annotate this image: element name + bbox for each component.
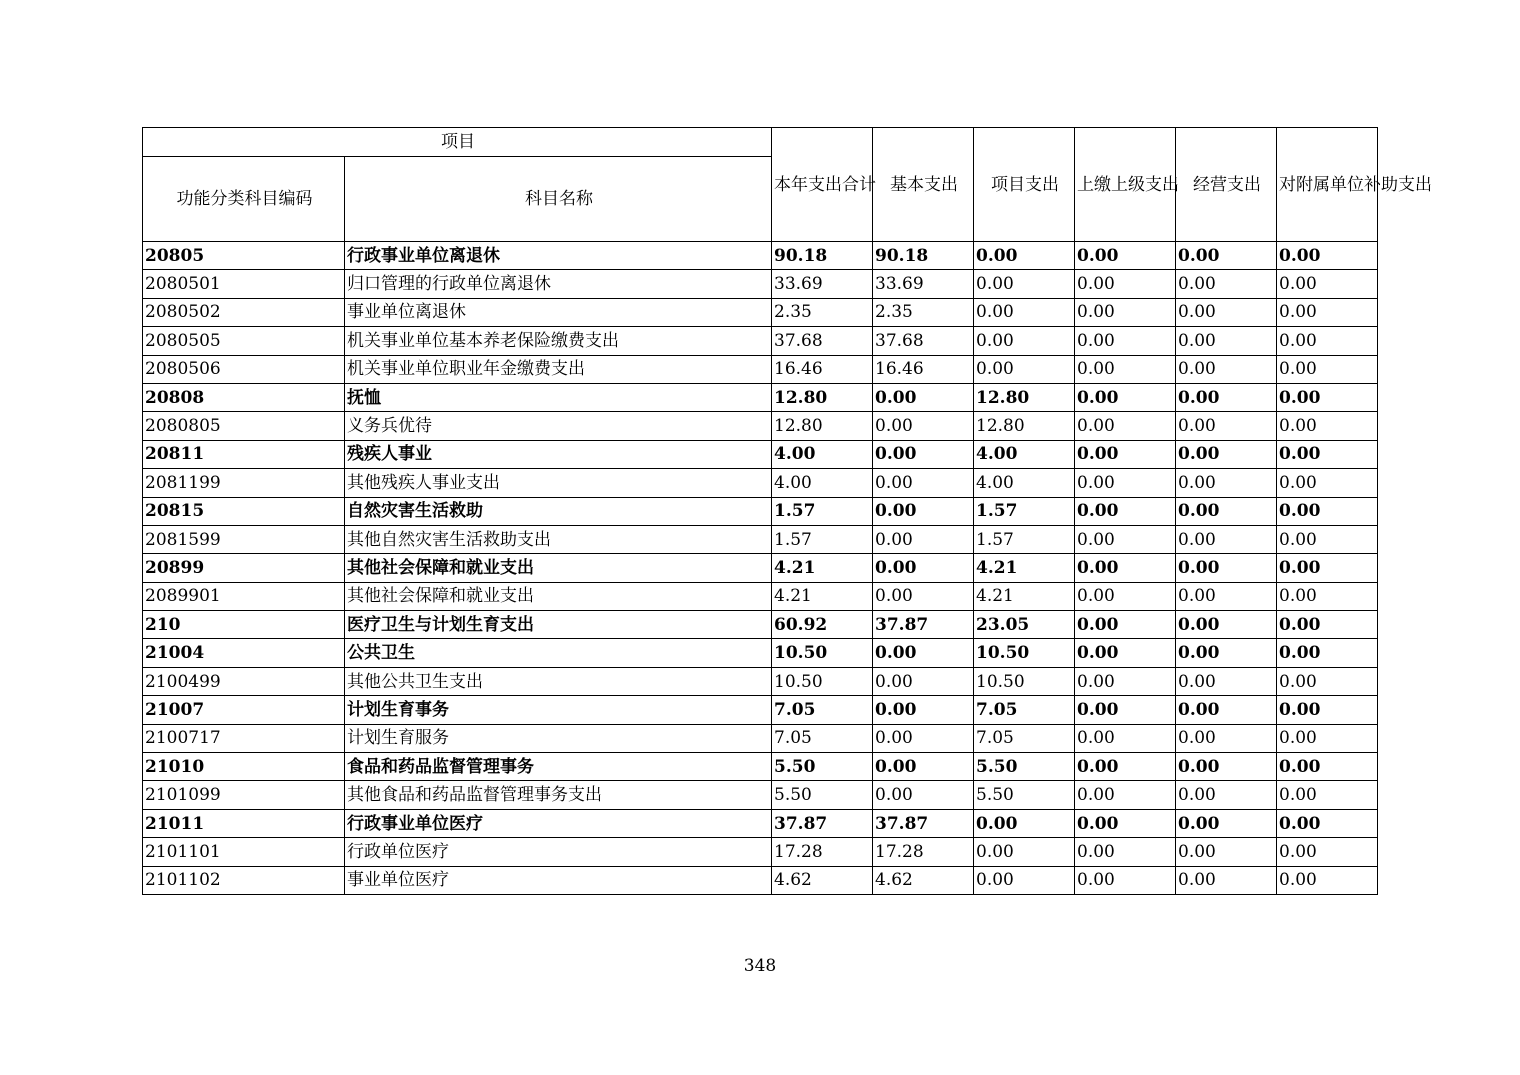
cell-subsidy: 0.00	[1277, 242, 1378, 270]
header-name: 科目名称	[345, 157, 772, 242]
cell-subsidy: 0.00	[1277, 611, 1378, 639]
cell-business: 0.00	[1176, 611, 1277, 639]
cell-basic: 37.87	[873, 611, 974, 639]
cell-business: 0.00	[1176, 582, 1277, 610]
table-row	[143, 497, 1378, 525]
table-row	[143, 440, 1378, 468]
cell-item: 0.00	[974, 327, 1075, 355]
cell-item: 4.21	[974, 554, 1075, 582]
page-number: 348	[743, 956, 777, 976]
cell-subsidy: 0.00	[1277, 667, 1378, 695]
table-row	[143, 242, 1378, 270]
cell-business: 0.00	[1176, 242, 1277, 270]
cell-upper: 0.00	[1075, 525, 1176, 553]
cell-name: 公共卫生	[345, 639, 772, 667]
cell-name: 计划生育服务	[345, 724, 772, 752]
table-row	[143, 724, 1378, 752]
cell-business: 0.00	[1176, 355, 1277, 383]
cell-upper: 0.00	[1075, 582, 1176, 610]
header-code: 功能分类科目编码	[143, 157, 345, 242]
cell-name: 归口管理的行政单位离退休	[345, 270, 772, 298]
cell-item: 1.57	[974, 497, 1075, 525]
table-row	[143, 582, 1378, 610]
cell-total: 4.21	[772, 554, 873, 582]
cell-name: 其他自然灾害生活救助支出	[345, 525, 772, 553]
cell-code: 2081199	[143, 469, 345, 497]
cell-upper: 0.00	[1075, 696, 1176, 724]
cell-code: 20805	[143, 242, 345, 270]
cell-upper: 0.00	[1075, 327, 1176, 355]
cell-subsidy: 0.00	[1277, 582, 1378, 610]
cell-subsidy: 0.00	[1277, 554, 1378, 582]
cell-subsidy: 0.00	[1277, 355, 1378, 383]
cell-item: 0.00	[974, 809, 1075, 837]
cell-upper: 0.00	[1075, 866, 1176, 894]
cell-total: 90.18	[772, 242, 873, 270]
table-row	[143, 667, 1378, 695]
cell-total: 4.62	[772, 866, 873, 894]
cell-upper: 0.00	[1075, 809, 1176, 837]
cell-subsidy: 0.00	[1277, 753, 1378, 781]
cell-code: 2080501	[143, 270, 345, 298]
cell-total: 1.57	[772, 497, 873, 525]
cell-basic: 0.00	[873, 639, 974, 667]
cell-total: 37.68	[772, 327, 873, 355]
cell-name: 机关事业单位基本养老保险缴费支出	[345, 327, 772, 355]
header-business: 经营支出	[1176, 128, 1277, 242]
header-total: 本年支出合计	[772, 128, 873, 242]
cell-basic: 37.87	[873, 809, 974, 837]
cell-name: 行政事业单位医疗	[345, 809, 772, 837]
cell-business: 0.00	[1176, 525, 1277, 553]
cell-item: 7.05	[974, 724, 1075, 752]
cell-name: 其他社会保障和就业支出	[345, 554, 772, 582]
cell-basic: 0.00	[873, 383, 974, 411]
cell-subsidy: 0.00	[1277, 412, 1378, 440]
cell-subsidy: 0.00	[1277, 469, 1378, 497]
cell-code: 2080805	[143, 412, 345, 440]
header-item: 项目支出	[974, 128, 1075, 242]
cell-upper: 0.00	[1075, 440, 1176, 468]
cell-business: 0.00	[1176, 639, 1277, 667]
cell-total: 33.69	[772, 270, 873, 298]
cell-basic: 0.00	[873, 469, 974, 497]
cell-code: 2080505	[143, 327, 345, 355]
cell-code: 2101099	[143, 781, 345, 809]
cell-business: 0.00	[1176, 667, 1277, 695]
table-row	[143, 753, 1378, 781]
cell-basic: 0.00	[873, 525, 974, 553]
table-row	[143, 327, 1378, 355]
cell-total: 4.00	[772, 440, 873, 468]
cell-code: 2080506	[143, 355, 345, 383]
cell-item: 12.80	[974, 412, 1075, 440]
cell-subsidy: 0.00	[1277, 383, 1378, 411]
cell-business: 0.00	[1176, 696, 1277, 724]
cell-total: 1.57	[772, 525, 873, 553]
cell-total: 12.80	[772, 412, 873, 440]
cell-subsidy: 0.00	[1277, 270, 1378, 298]
cell-code: 2089901	[143, 582, 345, 610]
cell-subsidy: 0.00	[1277, 809, 1378, 837]
cell-item: 1.57	[974, 525, 1075, 553]
cell-item: 12.80	[974, 383, 1075, 411]
cell-business: 0.00	[1176, 270, 1277, 298]
table-row	[143, 525, 1378, 553]
cell-subsidy: 0.00	[1277, 440, 1378, 468]
cell-item: 7.05	[974, 696, 1075, 724]
cell-subsidy: 0.00	[1277, 866, 1378, 894]
cell-upper: 0.00	[1075, 554, 1176, 582]
header-upper: 上缴上级支出	[1075, 128, 1176, 242]
cell-item: 5.50	[974, 753, 1075, 781]
cell-basic: 4.62	[873, 866, 974, 894]
cell-business: 0.00	[1176, 781, 1277, 809]
cell-business: 0.00	[1176, 412, 1277, 440]
cell-upper: 0.00	[1075, 497, 1176, 525]
cell-item: 0.00	[974, 270, 1075, 298]
cell-upper: 0.00	[1075, 412, 1176, 440]
cell-total: 7.05	[772, 724, 873, 752]
table-body	[143, 242, 1378, 895]
cell-upper: 0.00	[1075, 639, 1176, 667]
cell-name: 残疾人事业	[345, 440, 772, 468]
cell-basic: 90.18	[873, 242, 974, 270]
header-subsidy: 对附属单位补助支出	[1277, 128, 1378, 242]
table-row	[143, 270, 1378, 298]
table-row	[143, 469, 1378, 497]
cell-item: 4.00	[974, 440, 1075, 468]
cell-item: 4.21	[974, 582, 1075, 610]
cell-item: 0.00	[974, 355, 1075, 383]
cell-business: 0.00	[1176, 298, 1277, 326]
cell-name: 抚恤	[345, 383, 772, 411]
cell-business: 0.00	[1176, 724, 1277, 752]
cell-business: 0.00	[1176, 383, 1277, 411]
table-row	[143, 611, 1378, 639]
cell-code: 20899	[143, 554, 345, 582]
cell-name: 计划生育事务	[345, 696, 772, 724]
cell-basic: 33.69	[873, 270, 974, 298]
cell-total: 12.80	[772, 383, 873, 411]
cell-business: 0.00	[1176, 866, 1277, 894]
table-row	[143, 383, 1378, 411]
cell-total: 4.21	[772, 582, 873, 610]
cell-name: 事业单位医疗	[345, 866, 772, 894]
cell-basic: 37.68	[873, 327, 974, 355]
cell-upper: 0.00	[1075, 270, 1176, 298]
cell-name: 其他公共卫生支出	[345, 667, 772, 695]
cell-item: 0.00	[974, 242, 1075, 270]
cell-subsidy: 0.00	[1277, 497, 1378, 525]
cell-total: 2.35	[772, 298, 873, 326]
cell-basic: 0.00	[873, 753, 974, 781]
cell-upper: 0.00	[1075, 753, 1176, 781]
cell-basic: 0.00	[873, 724, 974, 752]
cell-upper: 0.00	[1075, 469, 1176, 497]
cell-name: 行政事业单位离退休	[345, 242, 772, 270]
cell-subsidy: 0.00	[1277, 724, 1378, 752]
cell-business: 0.00	[1176, 497, 1277, 525]
cell-total: 37.87	[772, 809, 873, 837]
cell-total: 7.05	[772, 696, 873, 724]
cell-basic: 0.00	[873, 497, 974, 525]
table-row	[143, 838, 1378, 866]
cell-code: 2100499	[143, 667, 345, 695]
cell-upper: 0.00	[1075, 667, 1176, 695]
cell-code: 21004	[143, 639, 345, 667]
cell-item: 10.50	[974, 639, 1075, 667]
cell-total: 5.50	[772, 781, 873, 809]
cell-upper: 0.00	[1075, 838, 1176, 866]
table-row	[143, 809, 1378, 837]
cell-upper: 0.00	[1075, 242, 1176, 270]
cell-name: 其他残疾人事业支出	[345, 469, 772, 497]
cell-name: 医疗卫生与计划生育支出	[345, 611, 772, 639]
cell-basic: 0.00	[873, 440, 974, 468]
cell-name: 其他食品和药品监督管理事务支出	[345, 781, 772, 809]
cell-basic: 0.00	[873, 554, 974, 582]
cell-total: 60.92	[772, 611, 873, 639]
cell-code: 2101102	[143, 866, 345, 894]
cell-upper: 0.00	[1075, 298, 1176, 326]
cell-code: 2080502	[143, 298, 345, 326]
cell-business: 0.00	[1176, 327, 1277, 355]
cell-subsidy: 0.00	[1277, 838, 1378, 866]
cell-code: 210	[143, 611, 345, 639]
cell-upper: 0.00	[1075, 781, 1176, 809]
cell-basic: 16.46	[873, 355, 974, 383]
cell-subsidy: 0.00	[1277, 781, 1378, 809]
cell-total: 4.00	[772, 469, 873, 497]
cell-name: 行政单位医疗	[345, 838, 772, 866]
cell-upper: 0.00	[1075, 724, 1176, 752]
cell-code: 2081599	[143, 525, 345, 553]
header-project: 项目	[143, 128, 772, 157]
cell-business: 0.00	[1176, 753, 1277, 781]
cell-subsidy: 0.00	[1277, 525, 1378, 553]
table-header	[143, 128, 1432, 242]
cell-basic: 0.00	[873, 781, 974, 809]
cell-code: 2100717	[143, 724, 345, 752]
cell-name: 事业单位离退休	[345, 298, 772, 326]
cell-code: 21010	[143, 753, 345, 781]
cell-item: 4.00	[974, 469, 1075, 497]
table-row	[143, 866, 1378, 894]
header-basic: 基本支出	[873, 128, 974, 242]
cell-business: 0.00	[1176, 554, 1277, 582]
table-row	[143, 298, 1378, 326]
cell-subsidy: 0.00	[1277, 298, 1378, 326]
cell-business: 0.00	[1176, 469, 1277, 497]
cell-business: 0.00	[1176, 809, 1277, 837]
cell-item: 0.00	[974, 838, 1075, 866]
expenditure-table	[142, 127, 1432, 895]
cell-name: 食品和药品监督管理事务	[345, 753, 772, 781]
cell-total: 17.28	[772, 838, 873, 866]
cell-name: 其他社会保障和就业支出	[345, 582, 772, 610]
cell-total: 5.50	[772, 753, 873, 781]
cell-basic: 0.00	[873, 582, 974, 610]
cell-name: 自然灾害生活救助	[345, 497, 772, 525]
table-row	[143, 412, 1378, 440]
table-row	[143, 696, 1378, 724]
cell-upper: 0.00	[1075, 355, 1176, 383]
cell-item: 0.00	[974, 298, 1075, 326]
cell-code: 20815	[143, 497, 345, 525]
cell-code: 20808	[143, 383, 345, 411]
cell-subsidy: 0.00	[1277, 639, 1378, 667]
cell-item: 5.50	[974, 781, 1075, 809]
cell-item: 0.00	[974, 866, 1075, 894]
cell-code: 21011	[143, 809, 345, 837]
cell-total: 10.50	[772, 667, 873, 695]
cell-item: 10.50	[974, 667, 1075, 695]
cell-code: 20811	[143, 440, 345, 468]
cell-item: 23.05	[974, 611, 1075, 639]
cell-basic: 2.35	[873, 298, 974, 326]
cell-name: 义务兵优待	[345, 412, 772, 440]
cell-basic: 17.28	[873, 838, 974, 866]
cell-upper: 0.00	[1075, 611, 1176, 639]
table-row	[143, 639, 1378, 667]
cell-name: 机关事业单位职业年金缴费支出	[345, 355, 772, 383]
cell-basic: 0.00	[873, 412, 974, 440]
cell-code: 2101101	[143, 838, 345, 866]
cell-basic: 0.00	[873, 696, 974, 724]
cell-business: 0.00	[1176, 838, 1277, 866]
cell-total: 16.46	[772, 355, 873, 383]
cell-business: 0.00	[1176, 440, 1277, 468]
cell-subsidy: 0.00	[1277, 696, 1378, 724]
table-row	[143, 781, 1378, 809]
cell-upper: 0.00	[1075, 383, 1176, 411]
table-row	[143, 554, 1378, 582]
cell-basic: 0.00	[873, 667, 974, 695]
cell-total: 10.50	[772, 639, 873, 667]
table-row	[143, 355, 1378, 383]
cell-code: 21007	[143, 696, 345, 724]
cell-subsidy: 0.00	[1277, 327, 1378, 355]
